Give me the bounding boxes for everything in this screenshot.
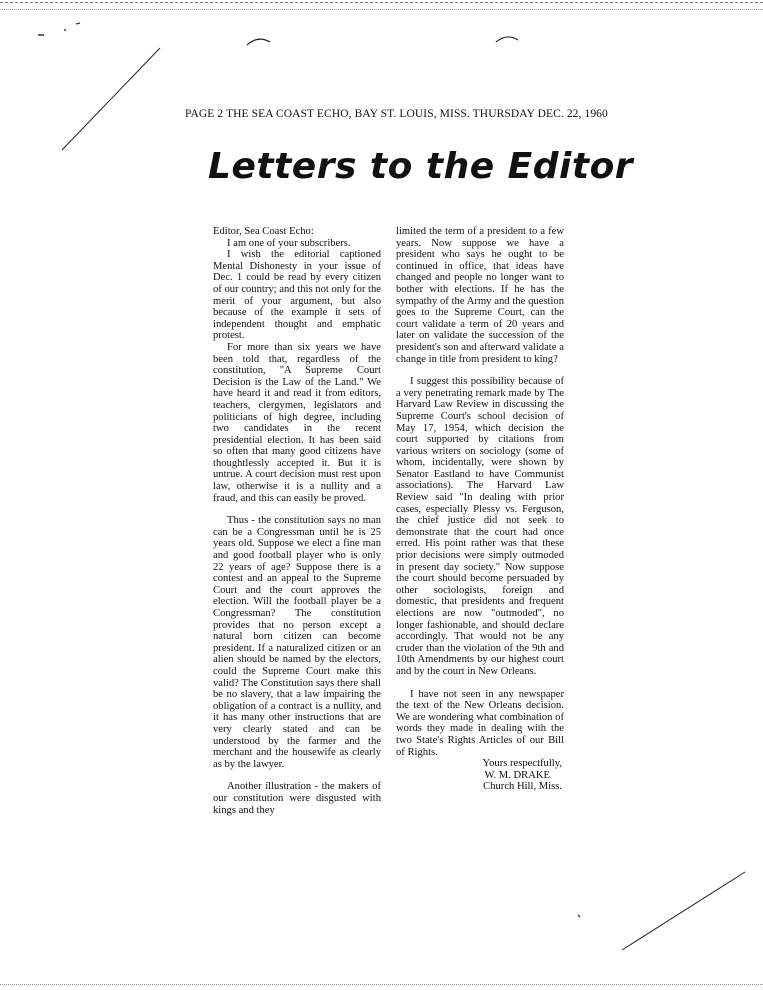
paragraph: For more than six years we have been told that, regardless of the constitution, "A Supreme Court Decision is the Law of the Land." We have heard it and read it from editors, teachers, clergymen, legislators and politicians of high degree, including two candidates in the recent presidential election. It has been said so often that many good citizens have thoughtlessly accepted it. But it is untrue. A court decision must rest upon law, otherwise it is a nullity and a fraud, and this can easily be proved. — [213, 341, 381, 504]
paragraph: limited the term of a president to a few years. Now suppose we have a president who says he ought to be continued in office, that ideas have changed and people no longer want to bother with elections. If he has the sympathy of the Army and the question goes to the Supreme Court, can the court validate a term of 20 years and later on validate the succession of the president's son and afterward validate a change in title from president to king? — [396, 226, 564, 365]
signer-location: Church Hill, Miss. — [483, 781, 562, 793]
scan-edge-bottom — [0, 984, 763, 989]
paragraph: I wish the editorial captioned Mental Dishonesty in your issue of Dec. 1 could be read by every citizen of our country; and this not only for the merit of your argument, but also because of the example it sets of independent thought and emphatic protest. — [213, 249, 381, 342]
paragraph: I suggest this possibility because of a very penetrating remark made by The Harvard Law Review in discussing the Supreme Court's school decision of May 17, 1954, which decision the court supported by citations from various writers on sociology (some of whom, incidentally, were shown by Senator Eastland to have Communist associations). The Harvard Law Review said "In dealing with prior cases, especially Plessy vs. Ferguson, the chief justice did not seek to demonstrate that the court had once erred. His point rather was that these prior decisions were simply outmoded in present day society." Now suppose the court should become persuaded by other sociologists, foreign and domestic, that presidents and frequent elections are now "outmoded", no longer fashionable, and should declare accordingly. That would not be any cruder than the violation of the 9th and 10th Amendments by our highest court and by the court in New Orleans. — [396, 376, 564, 677]
hole-mark-left — [247, 39, 270, 45]
salutation: Editor, Sea Coast Echo: — [213, 226, 314, 237]
closing: Yours respectfully, — [482, 758, 562, 770]
signer-name: W. M. DRAKE — [484, 769, 550, 781]
letter-column-left — [213, 226, 381, 816]
page-title: Letters to the Editor — [208, 146, 634, 187]
paragraph: Thus - the constitution says no man can be a Congressman until he is 25 years old. Suppose we elect a fine man and good football player who is only 22 years of age? Suppose there is a contest and an appeal to the Supreme Court and the court approves the election. Will the football player be a Congressman? The constitution provides that no person except a natural born citizen can become president. If a naturalized citizen or an alien should be named by the electors, could the Supreme Court make this valid? The Constitution says there shall be no slavery, that a law impairing the obligation of a contract is a nullity, and it has many other instructions that are very clearly stated and can be understood by the farmer and the merchant and the housewife as clearly as by the lawyer. — [213, 515, 381, 770]
pen-stroke-top-left — [62, 48, 160, 150]
page-header: PAGE 2 THE SEA COAST ECHO, BAY ST. LOUIS, MISS. THURSDAY DEC. 22, 1960 — [185, 108, 608, 120]
hole-mark-right — [496, 37, 518, 42]
paragraph: I have not seen in any newspaper the text of the New Orleans decision. We are wondering what combination of words they made in dealing with the two State's Rights Articles of our Bill of Rights. — [396, 688, 564, 758]
paragraph: Another illustration - the makers of our constitution were disgusted with kings and they — [213, 781, 381, 816]
pen-stroke-bottom-right — [622, 872, 745, 950]
letter-column-right — [396, 226, 564, 793]
paragraph: I am one of your subscribers. — [227, 237, 351, 249]
